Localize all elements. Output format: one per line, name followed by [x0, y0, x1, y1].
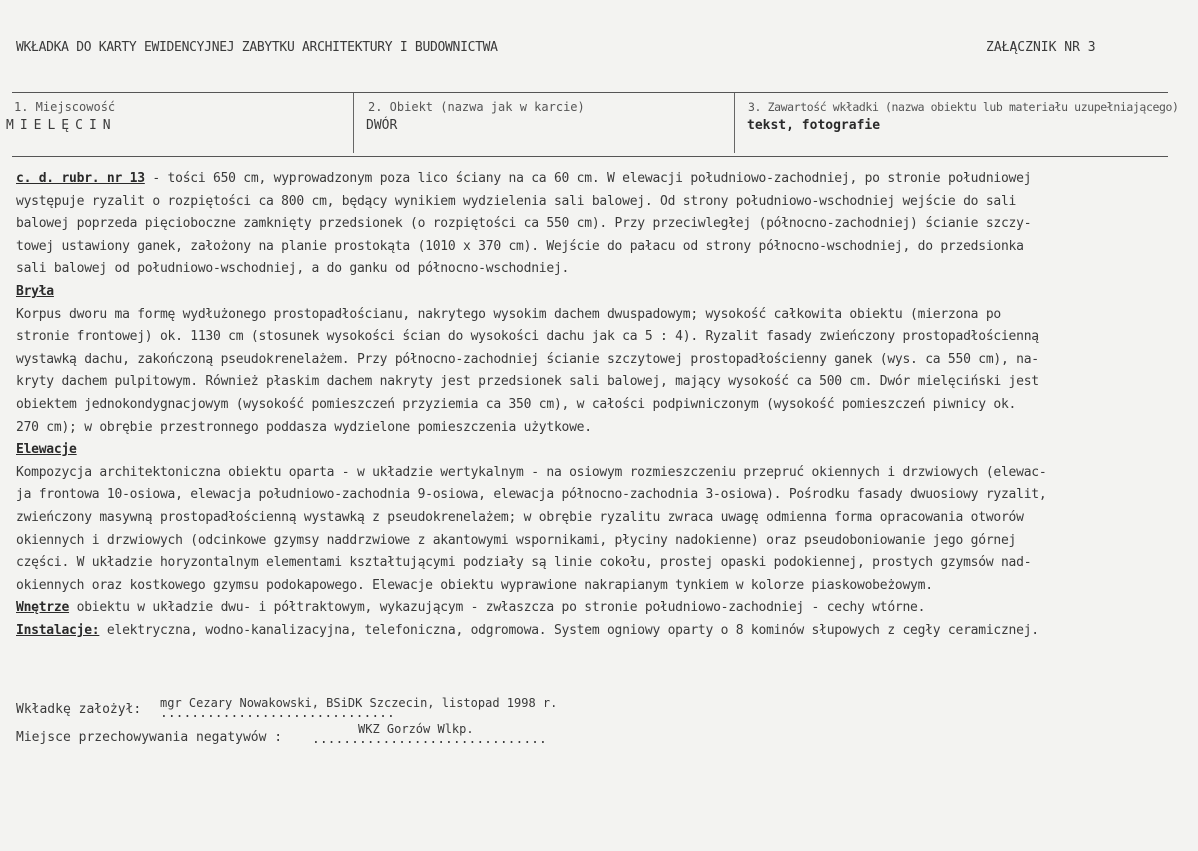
- body-line: stronie frontowej) ok. 1130 cm (stosunek wysokości ścian do wysokości dachu jak ca 5 : 4). Ryzalit fasady zwieńczony prostopadłościenną: [16, 329, 1039, 345]
- body-line: sali balowej od południowo-wschodniej, a do ganku od północno-wschodniej.: [16, 261, 570, 277]
- author-label: Wkładkę założył:: [16, 702, 142, 717]
- content-label: 3. Zawartość wkładki (nazwa obiektu lub materiału uzupełniającego): [748, 100, 1179, 114]
- section-heading-bryla: [16, 281, 1176, 304]
- column-divider-2: [734, 93, 735, 153]
- body-line-text: obiektu w układzie dwu- i półtraktowym, wykazującym - zwłaszcza po stronie południowo-zachodniej - cechy wtórne.: [69, 600, 926, 616]
- body-line-text: elektryczna, wodno-kanalizacyjna, telefoniczna, odgromowa. System ogniowy oparty o 8 kominów słupowych z cegły ceramicznej.: [99, 622, 1039, 638]
- body-line: zwieńczony masywną prostopadłościenną wystawką z pseudokrenelażem; w obrębie ryzalitu zwraca uwagę odmienna forma opracowania otworów: [16, 509, 1024, 525]
- storage-dots: ..............................: [312, 732, 547, 747]
- body-line: 270 cm); w obrębie przestronnego poddasza wydzielone pomieszczenia użytkowe.: [16, 419, 592, 435]
- locality-value: MIELĘCIN: [6, 118, 117, 133]
- storage-value: WKZ Gorzów Wlkp.: [358, 722, 474, 736]
- top-rule: [12, 92, 1168, 93]
- body-line: [16, 620, 1176, 643]
- document-title: WKŁADKA DO KARTY EWIDENCYJNEJ ZABYTKU ARCHITEKTURY I BUDOWNICTWA: [16, 40, 498, 55]
- locality-label: 1. Miejscowość: [14, 100, 116, 114]
- section-heading-instalacje: Instalacje:: [16, 622, 100, 638]
- body-line: okiennych oraz kostkowego gzymsu podokapowego. Elewacje obiektu wyprawione nakrapianym tynkiem w kolorze piaskowobeżowym.: [16, 577, 933, 593]
- section-heading-continuation: c. d. rubr. nr 13: [16, 171, 145, 186]
- document-body: [16, 168, 1176, 642]
- object-label: 2. Obiekt (nazwa jak w karcie): [368, 100, 585, 114]
- author-value: mgr Cezary Nowakowski, BSiDK Szczecin, listopad 1998 r.: [160, 696, 558, 710]
- content-value: tekst, fotografie: [747, 118, 881, 133]
- mid-rule: [12, 156, 1168, 157]
- storage-label: Miejsce przechowywania negatywów :: [16, 730, 283, 745]
- column-divider-1: [353, 93, 354, 153]
- body-line: kryty dachem pulpitowym. Również płaskim dachem nakryty jest przedsionek sali balowej, mający wysokość ca 500 cm. Dwór mielęciński jest: [16, 374, 1039, 390]
- heading-text: Bryła: [16, 283, 54, 299]
- body-line: Korpus dworu ma formę wydłużonego prostopadłościanu, nakrytego wysokim dachem dwuspadowym; wysokość całkowita obiektu (mierzona po: [16, 306, 1001, 322]
- body-line: [16, 168, 1176, 191]
- body-line: towej ustawiony ganek, założony na planie prostokąta (1010 x 370 cm). Wejście do pałacu od strony północno-wschodniej, do przedsionka: [16, 238, 1024, 254]
- body-line: występuje ryzalit o rozpiętości ca 800 cm, będący wynikiem wydzielenia sali balowej. Od strony południowo-wschodniej wejście do sali: [16, 193, 1017, 209]
- section-heading-elewacje: [16, 439, 1176, 462]
- body-line: [16, 597, 1176, 620]
- body-line: wystawką dachu, zakończoną pseudokrenelażem. Przy północno-zachodniej ścianie szczytowej prostopadłościenny ganek (wys. ca 550 cm), na-: [16, 351, 1039, 367]
- heading-text: Elewacje: [16, 442, 77, 458]
- body-line: obiektem jednokondygnacjowym (wysokość pomieszczeń przyziemia ca 350 cm), w całości podpiwniczonym (wysokość pomieszczeń piwnicy ok.: [16, 396, 1017, 412]
- author-dots: ..............................: [160, 706, 395, 721]
- attachment-number: ZAŁĄCZNIK NR 3: [986, 40, 1096, 55]
- body-line: części. W układzie horyzontalnym elementami kształtującymi podziały są linie cokołu, prostej opaski podokiennej, prostych gzymsów nad-: [16, 555, 1032, 571]
- body-line: Kompozycja architektoniczna obiektu oparta - w układzie wertykalnym - na osiowym rozmieszczeniu przepruć okiennych i drzwiowych (elewac-: [16, 464, 1047, 480]
- object-value: DWÓR: [366, 118, 398, 133]
- body-line: ja frontowa 10-osiowa, elewacja południowo-zachodnia 9-osiowa, elewacja północno-zachodnia 3-osiowa). Pośrodku fasady dwuosiowy ryzalit,: [16, 487, 1047, 503]
- section-heading-wnetrze: Wnętrze: [16, 600, 70, 616]
- body-line: okiennych i drzwiowych (odcinkowe gzymsy naddrzwiowe z akantowymi wspornikami, płyciny nadokienne) oraz pseudoboniowanie jego górnej: [16, 532, 1017, 548]
- body-line: balowej poprzeda pięcioboczne zamknięty przedsionek (o rozpiętości ca 550 cm). Przy przeciwległej (północno-zachodniej) ścianie szczy-: [16, 216, 1032, 232]
- body-line-text: - tości 650 cm, wyprowadzonym poza lico ściany na ca 60 cm. W elewacji południowo-zachodniej, po stronie południowej: [144, 171, 1032, 186]
